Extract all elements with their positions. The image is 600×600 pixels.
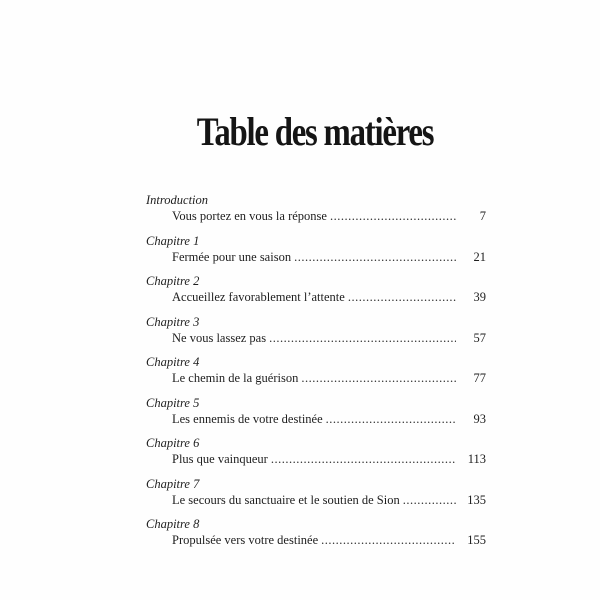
dot-leader — [348, 289, 456, 306]
section-label: Chapitre 8 — [146, 517, 200, 531]
section-label: Chapitre 4 — [146, 355, 200, 369]
toc-line — [146, 249, 486, 266]
entry-title: Fermée pour une saison — [172, 249, 292, 264]
page-number: 7 — [479, 209, 486, 223]
entry-title: Accueillez favorablement l’attente — [172, 290, 345, 304]
toc-line — [146, 532, 486, 549]
page-number: 39 — [473, 290, 486, 304]
entry-title: Le secours du sanctuaire et le soutien de Sion — [172, 492, 400, 507]
toc-line — [146, 370, 486, 387]
dot-leader — [326, 411, 456, 428]
toc-entry-chapitre-7 — [146, 477, 486, 518]
toc-line — [146, 451, 486, 468]
toc-entry-chapitre-4 — [146, 355, 486, 396]
toc-line — [146, 289, 486, 306]
toc-entry-chapitre-2 — [146, 274, 486, 315]
dot-leader — [271, 451, 456, 468]
entry-title: Vous portez en vous la réponse — [172, 209, 327, 223]
section-label: Chapitre 7 — [146, 476, 200, 491]
toc-line — [146, 330, 486, 347]
toc-entry-chapitre-6 — [146, 436, 486, 477]
toc-entry-chapitre-3 — [146, 315, 486, 356]
section-label: Chapitre 5 — [146, 395, 200, 410]
toc-entry-chapitre-5 — [146, 396, 486, 437]
section-label: Introduction — [146, 193, 209, 207]
section-label: Chapitre 6 — [146, 436, 200, 450]
section-label: Chapitre 2 — [146, 274, 200, 288]
entry-title: Les ennemis de votre destinée — [172, 411, 323, 426]
page-number: 113 — [467, 452, 486, 466]
toc-line — [146, 411, 486, 428]
dot-leader — [294, 249, 456, 266]
dot-leader — [403, 492, 456, 509]
table-of-contents — [146, 193, 486, 558]
page-number: 21 — [473, 249, 486, 264]
entry-title: Ne vous lassez pas — [172, 330, 267, 345]
toc-line — [146, 208, 486, 225]
page-title: Table des matières — [196, 109, 434, 154]
entry-title: Le chemin de la guérison — [172, 371, 299, 385]
section-label: Chapitre 3 — [146, 314, 200, 329]
dot-leader — [330, 208, 456, 225]
page-number: 57 — [473, 330, 486, 345]
dot-leader — [269, 330, 456, 347]
page-number: 77 — [473, 371, 486, 385]
toc-entry-chapitre-1 — [146, 234, 486, 275]
page-number: 93 — [473, 411, 486, 426]
toc-line — [146, 492, 486, 509]
entry-title: Propulsée vers votre destinée — [172, 533, 319, 547]
section-label: Chapitre 1 — [146, 233, 200, 248]
dot-leader — [321, 532, 456, 549]
dot-leader — [301, 370, 456, 387]
entry-title: Plus que vainqueur — [172, 452, 268, 466]
toc-entry-introduction — [146, 193, 486, 234]
page-number: 135 — [467, 492, 486, 507]
toc-entry-chapitre-8 — [146, 517, 486, 558]
page-number: 155 — [467, 533, 486, 547]
